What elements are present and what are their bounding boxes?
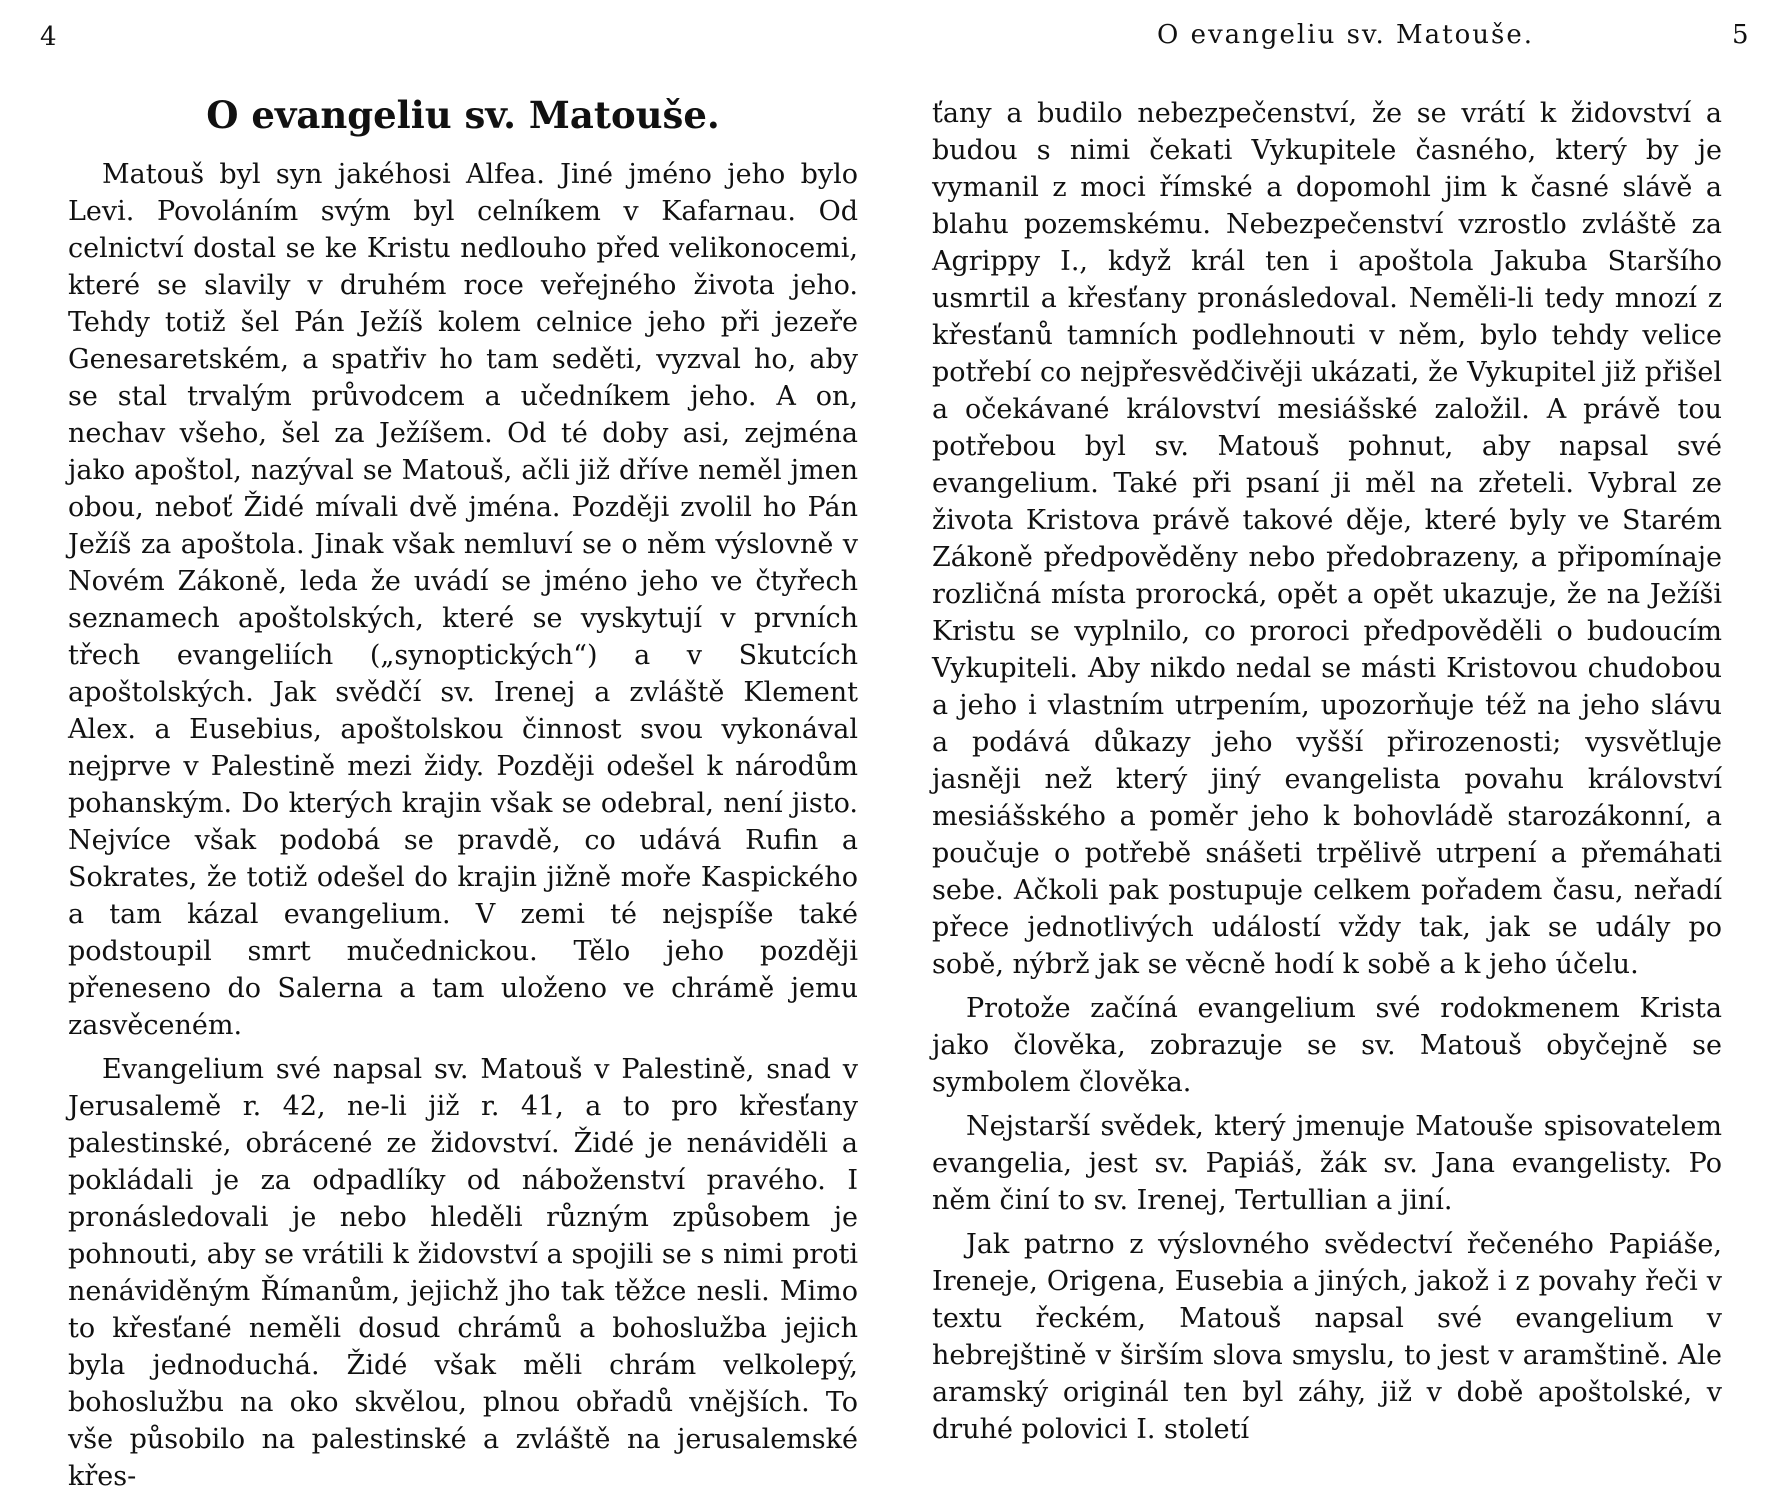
text-column [68, 95, 858, 1502]
page-number: 4 [40, 22, 57, 52]
chapter-title: O evangeliu sv. Matouše. [206, 93, 720, 137]
running-head: O evangeliu sv. Matouše. [1157, 20, 1535, 50]
paragraph: Evangelium své napsal sv. Matouš v Palestině, snad v Jerusalemě r. 42, ne-li již r. 41, a to pro křesťany palestinské, obrácené ze židovství. Židé je nenáviděli a pokládali je za odpadlíky od náboženství pravého. I pronásledovali je nebo hleděli různým způsobem je pohnouti, aby se vrátili k židovství a spojili se s nimi proti nenáviděným Římanům, jejichž jho tak těžce nesli. Mimo to křesťané neměli dosud chrámů a bohoslužba jejich byla jednoduchá. Židé však měli chrám velkolepý, bohoslužbu na oko skvělou, plnou obřadů vnějších. To vše působilo na palestinské a zvláště na jerusalemské křes- [68, 1053, 858, 1492]
paragraph: Nejstarší svědek, který jmenuje Matouše spisovatelem evangelia, jest sv. Papiáš, žák sv. Jana evangelisty. Po něm činí to sv. Irenej, Tertullian a jiní. [932, 1111, 1722, 1216]
left-page [0, 0, 887, 1500]
paragraph: ťany a budilo nebezpečenství, že se vrátí k židovství a budou s nimi čekati Vykupitele časného, který by je vymanil z moci římské a dopomohl jim k časné slávě a blahu pozemskému. Nebezpečenství vzrostlo zvláště za Agrippy I., když král ten i apoštola Jakuba Staršího usmrtil a křesťany pronásledoval. Neměli-li tedy mnozí z křesťanů tamních podlehnouti v něm, bylo tehdy velice potřebí co nejpřesvědčivěji ukázati, že Vykupitel již přišel a očekávané království mesiášské založil. A právě tou potřebou byl sv. Matouš pohnut, aby napsal své evangelium. Také při psaní ji měl na zřeteli. Vybral ze života Kristova právě takové děje, které byly ve Starém Zákoně předpověděny nebo předobrazeny, a připomínaje rozličná místa prorocká, opět a opět ukazuje, že na Ježíši Kristu se vyplnilo, co proroci předpověděli o budoucím Vykupiteli. Aby nikdo nedal se másti Kristovou chudobou a jeho i vlastním utrpením, upozorňuje též na jeho slávu a podává důkazy jeho vyšší přirozenosti; vysvětluje jasněji než který jiný evangelista povahu království mesiášského a poměr jeho k bohovládě starozákonní, a poučuje o potřebě snášeti trpělivě utrpení a přemáhati sebe. Ačkoli pak postupuje celkem pořadem času, neřadí přece jednotlivých událostí vždy tak, jak se udály po sobě, nýbrž jak se věcně hodí k sobě a k jeho účelu. [932, 98, 1722, 980]
page-number: 5 [1732, 20, 1749, 50]
right-page [887, 0, 1774, 1500]
paragraph: Jak patrno z výslovného svědectví řečeného Papiáše, Ireneje, Origena, Eusebia a jiných, jakož i z povahy řeči v textu řeckém, Matouš napsal své evangelium v hebrejštině v širším slova smyslu, to jest v aramštině. Ale aramský originál ten byl záhy, již v době apoštolské, v druhé polovici I. století [932, 1229, 1722, 1445]
paragraph: Matouš byl syn jakéhosi Alfea. Jiné jméno jeho bylo Levi. Povoláním svým byl celníkem v Kafarnau. Od celnictví dostal se ke Kristu nedlouho před velikonocemi, které se slavily v druhém roce veřejného života jeho. Tehdy totiž šel Pán Ježíš kolem celnice jeho při jezeře Genesaretském, a spatřiv ho tam seděti, vyzval ho, aby se stal trvalým průvodcem a učedníkem jeho. A on, nechav všeho, šel za Ježíšem. Od té doby asi, zejména jako apoštol, nazýval se Matouš, ačli již dříve neměl jmen obou, neboť Židé mívali dvě jména. Později zvolil ho Pán Ježíš za apoštola. Jinak však nemluví se o něm výslovně v Novém Zákoně, leda že uvádí se jméno jeho ve čtyřech seznamech apoštolských, které se vyskytují v prvních třech evangeliích („synoptických“) a v Skutcích apoštolských. Jak svědčí sv. Irenej a zvláště Klement Alex. a Eusebius, apoštolskou činnost svou vykonával nejprve v Palestině mezi židy. Později odešel k národům pohanským. Do kterých krajin však se odebral, není jisto. Nejvíce však podobá se pravdě, co udává Rufin a Sokrates, že totiž odešel do krajin jižně moře Kaspického a tam kázal evangelium. V zemi té nejspíše také podstoupil smrt mučednickou. Tělo jeho později přeneseno do Salerna a tam uloženo ve chrámě jemu zasvěceném. [68, 158, 858, 1041]
paragraph: Protože začíná evangelium své rodokmenem Krista jako člověka, zobrazuje se sv. Matouš obyčejně se symbolem člověka. [932, 993, 1722, 1098]
text-column [932, 95, 1722, 1455]
